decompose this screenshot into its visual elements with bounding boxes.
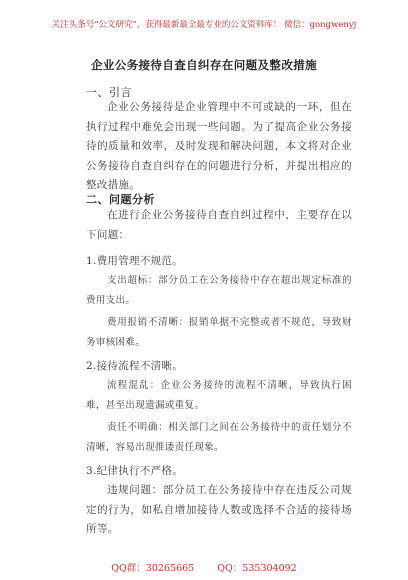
item1-paragraph1: 支出超标：部分员工在公务接待中存在超出规定标准的费用支出。	[86, 275, 352, 306]
item3-title: 3.纪律执行不严格。	[86, 465, 184, 477]
item2-paragraph2: 责任不明确：相关部门之间在公务接待中的责任划分不清晰，容易出现推诿责任现象。	[86, 422, 352, 453]
footer-qq: QQ：535304092	[217, 563, 297, 574]
item1-paragraph2: 费用报销不清晰：报销单据不完整或者不规范，导致财务审核困难。	[86, 317, 352, 348]
item1-title: 1.费用管理不规范。	[86, 255, 184, 267]
section2-intro: 在进行企业公务接待自查自纠过程中，主要存在以下问题：	[86, 209, 352, 241]
document-title: 企业公务接待自查自纠存在问题及整改措施	[90, 58, 318, 72]
header-banner: 关注头条号“公文研究”，获得最新最全最专业的公文资料库！ 微信：gongwenyj	[51, 20, 357, 30]
item2-title: 2.接待流程不清晰。	[86, 360, 184, 372]
section2-heading: 二、问题分析	[86, 193, 155, 206]
footer-qq-group: QQ群：30265665	[111, 563, 195, 574]
section1-heading: 一、引言	[86, 86, 132, 99]
footer-contact	[0, 560, 408, 574]
item2-paragraph1: 流程混乱：企业公务接待的流程不清晰，导致执行困难，甚至出现遗漏或重复。	[86, 380, 352, 411]
section1-paragraph: 企业公务接待是企业管理中不可或缺的一环，但在执行过程中难免会出现一些问题。为了提高企业公务接待的质量和效率，及时发现和解决问题，本文将对企业公务接待自查自纠存在的问题进行分析，并提出相应的整改措施。	[86, 101, 352, 191]
item3-paragraph1: 违规问题：部分员工在公务接待中存在违反公司规定的行为，如私自增加接待人数或选择不合适的接待场所等。	[86, 484, 352, 535]
